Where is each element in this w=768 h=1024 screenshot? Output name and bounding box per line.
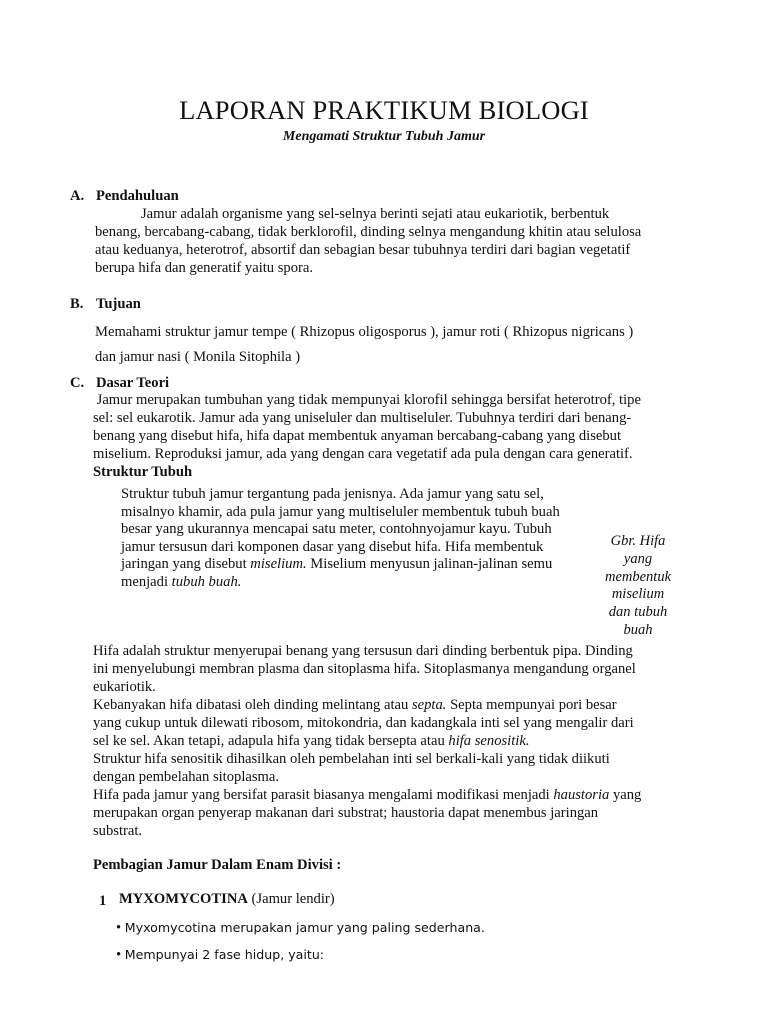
pendahuluan-line-3: atau keduanya, heterotrof, absortif dan sebagian besar tubuhnya terdiri dari bagian vegetatif (95, 242, 631, 258)
figure-caption (596, 533, 680, 640)
section-c-title: Dasar Teori (96, 375, 170, 391)
hifa-line-3: eukariotik. (93, 679, 156, 695)
struktur-line-5-text-end: Miselium menyusun jalinan-jalinan semu (306, 556, 553, 572)
tujuan-line-2: dan jamur nasi ( Monila Sitophila ) (95, 349, 301, 365)
divisi-item-1-name: MYXOMYCOTINA (119, 891, 248, 907)
parasit-line-1 (93, 787, 641, 804)
hifa-line-1: Hifa adalah struktur menyerupai benang yang tersusun dari dinding berbentuk pipa. Dinding (93, 643, 633, 659)
section-a-title: Pendahuluan (96, 188, 179, 204)
parasit-line-1-text: Hifa pada jamur yang bersifat parasit biasanya mengalami modifikasi menjadi (93, 787, 554, 803)
bullet-marker: • (116, 947, 122, 963)
figure-caption-line: dan tubuh (608, 604, 668, 621)
section-b-heading (70, 296, 141, 313)
section-a-heading (70, 188, 179, 205)
dasar-teori-line-2: sel: sel eukarotik. Jamur ada yang uniseluler dan multiseluler. Tubuhnya terdiri dari benang- (93, 410, 632, 426)
struktur-line-6-emphasis: tubuh buah. (171, 574, 242, 590)
figure-caption-line: Gbr. Hifa (610, 533, 666, 549)
parasit-line-3: substrat. (93, 823, 143, 839)
septa-line-3-text: sel ke sel. Akan tetapi, adapula hifa yang tidak bersepta atau (93, 733, 449, 749)
septa-line-2: yang cukup untuk dilewati ribosom, mitokondria, dan kadangkala inti sel yang mengalir dari (93, 715, 634, 731)
septa-line-1-text: Kebanyakan hifa dibatasi oleh dinding melintang atau (93, 697, 412, 713)
septa-line-1 (93, 697, 617, 714)
bullet-marker: • (116, 920, 122, 936)
struktur-line-4: jamur tersusun dari komponen dasar yang disebut hifa. Hifa membentuk (121, 539, 544, 555)
struktur-line-5 (121, 556, 552, 573)
figure-caption-line: miselium (611, 586, 665, 603)
bullet-text-2: Mempunyai 2 fase hidup, yaitu: (124, 947, 325, 962)
figure-caption-line: yang (623, 550, 653, 567)
pendahuluan-line-4: berupa hifa dan generatif yaitu spora. (95, 260, 314, 276)
septa-line-3 (93, 733, 529, 750)
haustoria-emphasis: haustoria (553, 787, 610, 803)
pendahuluan-line-1: Jamur adalah organisme yang sel-selnya berinti sejati atau eukariotik, berbentuk (141, 206, 610, 222)
section-b-title: Tujuan (96, 296, 141, 312)
divisi-item-1-note: (Jamur lendir) (247, 891, 335, 907)
page-subtitle: Mengamati Struktur Tubuh Jamur (282, 129, 486, 144)
page-title: LAPORAN PRAKTIKUM BIOLOGI (179, 95, 589, 125)
dasar-teori-line-3: benang yang disebut hifa, hifa dapat membentuk anyaman bercabang-cabang yang disebut (93, 428, 622, 444)
bullet-text-1: Myxomycotina merupakan jamur yang paling sederhana. (124, 920, 485, 935)
senositik-line-2: dengan pembelahan sitoplasma. (93, 769, 280, 785)
section-c-heading (70, 375, 169, 392)
septa-emphasis: septa. (411, 697, 447, 713)
section-b-number: B. (70, 296, 84, 312)
bullet-item-2 (116, 946, 324, 964)
struktur-line-5-text: jaringan yang disebut (121, 556, 251, 572)
tujuan-line-1: Memahami struktur jamur tempe ( Rhizopus oligosporus ), jamur roti ( Rhizopus nigricans ) (95, 324, 634, 340)
dasar-teori-line-1: Jamur merupakan tumbuhan yang tidak mempunyai klorofil sehingga bersifat heterotrof, tipe (93, 392, 641, 408)
divisi-heading: Pembagian Jamur Dalam Enam Divisi : (93, 857, 342, 873)
divisi-item-1 (119, 891, 335, 908)
parasit-line-2: merupakan organ penyerap makanan dari substrat; haustoria dapat menembus jaringan (93, 805, 599, 821)
bullet-item-1 (116, 919, 485, 937)
hifa-line-2: ini menyelubungi membran plasma dan sitoplasma hifa. Sitoplasmanya mengandung organel (93, 661, 636, 677)
figure-caption-line: buah (623, 621, 653, 638)
struktur-line-5-emphasis: miselium. (250, 556, 307, 572)
struktur-line-6-text: menjadi (121, 574, 172, 590)
dasar-teori-line-4: miselium. Reproduksi jamur, ada yang dengan cara vegetatif ada pula dengan cara generatif. (93, 446, 633, 462)
section-c-number: C. (70, 375, 85, 391)
pendahuluan-line-2: benang, bercabang-cabang, tidak berklorofil, dinding selnya mengandung khitin atau selulosa (95, 224, 642, 240)
struktur-line-3: besar yang ukurannya mencapai satu meter, contohnyojamur kayu. Tubuh (121, 521, 552, 537)
figure-caption-line: membentuk (604, 568, 672, 585)
parasit-line-1-text-end: yang (609, 787, 642, 803)
septa-line-1-text-end: Septa mempunyai pori besar (446, 697, 617, 713)
struktur-line-6 (121, 574, 241, 591)
senositik-line-1: Struktur hifa senositik dihasilkan oleh pembelahan inti sel berkali-kali yang tidak diikuti (93, 751, 610, 767)
hifa-senositik-emphasis: hifa senositik. (448, 733, 530, 749)
section-a-number: A. (70, 188, 85, 204)
struktur-line-1: Struktur tubuh jamur tergantung pada jenisnya. Ada jamur yang satu sel, (121, 486, 544, 502)
struktur-line-2: misalnyo khamir, ada pula jamur yang multiseluler membentuk tubuh buah (121, 504, 560, 520)
struktur-tubuh-heading: Struktur Tubuh (93, 464, 193, 480)
divisi-item-1-number: 1 (99, 893, 107, 909)
